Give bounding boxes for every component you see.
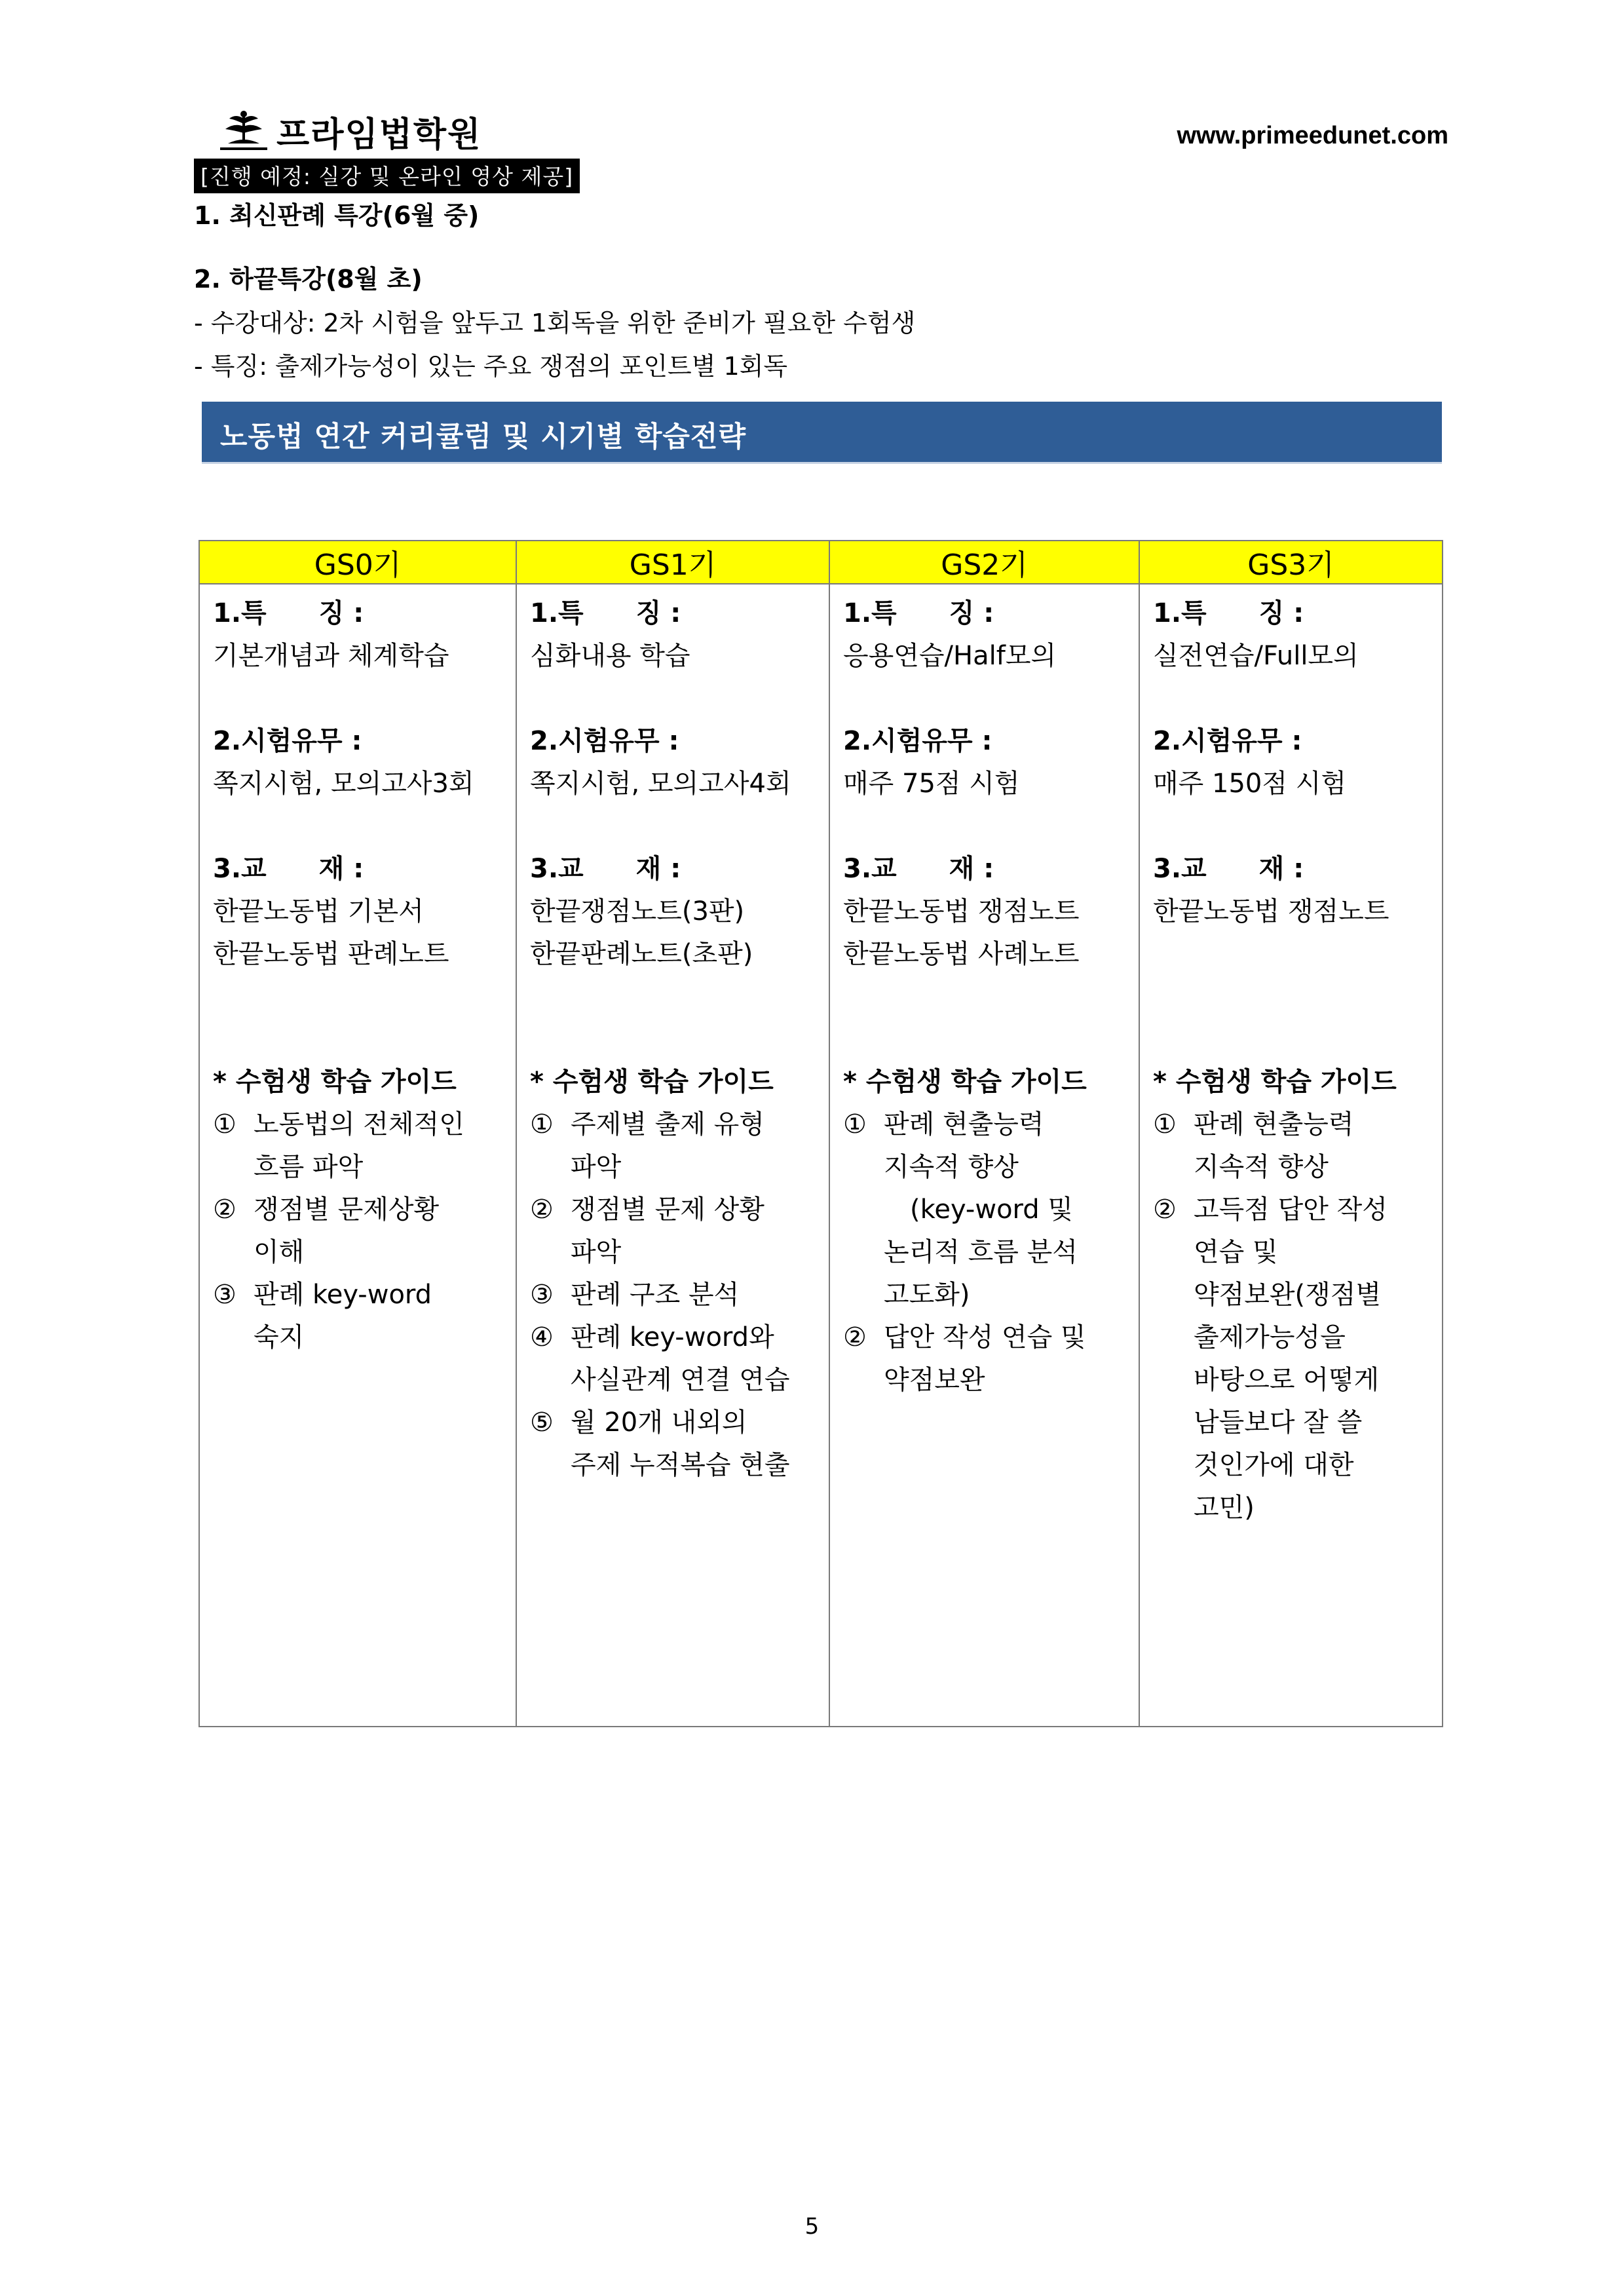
guide-item-number: ② — [843, 1322, 867, 1352]
guide-item-text: 쟁점별 문제상황 이해 — [254, 1195, 440, 1267]
guide-item-number: ⑤ — [530, 1407, 554, 1438]
feature-label: 1.특 징 : — [213, 598, 364, 628]
table-row — [199, 584, 1443, 1727]
website-url: www.primeedunet.com — [1177, 122, 1448, 149]
section-banner — [202, 402, 1442, 464]
guide-item-text: 판례 구조 분석 — [571, 1280, 740, 1310]
book-label: 3.교 재 : — [530, 854, 681, 884]
logo — [216, 108, 482, 154]
guide-item-text: 판례 현출능력 지속적 향상 — [1194, 1109, 1354, 1182]
guide-item — [843, 1316, 1132, 1402]
exam-label: 2.시험유무 : — [843, 726, 992, 756]
guide-title: * 수험생 학습 가이드 — [843, 1067, 1087, 1097]
guide-item — [213, 1189, 509, 1274]
feature-value: 응용연습/Half모의 — [843, 641, 1057, 671]
guide-item — [530, 1274, 822, 1316]
intro-item-2: 2. 하끝특강(8월 초) — [194, 265, 423, 294]
column-gs2 — [829, 584, 1139, 1727]
exam-value: 매주 75점 시험 — [843, 769, 1020, 799]
intro-bullet-feature: - 특징: 출제가능성이 있는 주요 쟁점의 포인트별 1회독 — [194, 352, 788, 381]
exam-label: 2.시험유무 : — [1153, 726, 1302, 756]
guide-title: * 수험생 학습 가이드 — [213, 1067, 457, 1097]
book-2: 한끝노동법 사례노트 — [843, 939, 1080, 969]
guide-item-number: ② — [1153, 1195, 1177, 1225]
feature-label: 1.특 징 : — [843, 598, 994, 628]
guide-item — [530, 1103, 822, 1189]
column-gs3 — [1139, 584, 1443, 1727]
intro-item-1: 1. 최신판례 특강(6월 중) — [194, 201, 480, 230]
book-1: 한끝노동법 기본서 — [213, 896, 424, 927]
guide-item-text: 답안 작성 연습 및 약점보완 — [884, 1322, 1086, 1395]
feature-label: 1.특 징 : — [1153, 598, 1304, 628]
feature-value: 기본개념과 체계학습 — [213, 641, 449, 671]
book-1: 한끝노동법 쟁점노트 — [843, 896, 1080, 927]
exam-value: 매주 150점 시험 — [1153, 769, 1346, 799]
logo-text: 프라임법학원 — [276, 114, 482, 155]
guide-item-text: 판례 현출능력 지속적 향상 (key-word 및 논리적 흐름 분석 고도화) — [884, 1109, 1078, 1310]
guide-item-number: ① — [1153, 1109, 1177, 1139]
guide-item — [213, 1274, 509, 1359]
guide-item-text: 주제별 출제 유형 파악 — [571, 1109, 765, 1182]
guide-item-text: 월 20개 내외의 주제 누적복습 현출 — [571, 1407, 790, 1480]
guide-item-text: 판례 key-word 숙지 — [254, 1280, 432, 1352]
feature-value: 실전연습/Full모의 — [1153, 641, 1359, 671]
book-1: 한끝노동법 쟁점노트 — [1153, 896, 1389, 927]
exam-label: 2.시험유무 : — [213, 726, 362, 756]
book-2 — [1153, 933, 1435, 976]
intro-bullet-target: - 수강대상: 2차 시험을 앞두고 1회독을 위한 준비가 필요한 수험생 — [194, 309, 916, 337]
table-header-row — [199, 541, 1443, 584]
guide-title: * 수험생 학습 가이드 — [1153, 1067, 1397, 1097]
guide-item-text: 노동법의 전체적인 흐름 파악 — [254, 1109, 464, 1182]
guide-item — [213, 1103, 509, 1189]
column-gs1 — [516, 584, 829, 1727]
guide-item — [530, 1316, 822, 1402]
guide-item-number: ① — [530, 1109, 554, 1139]
book-2: 한끝노동법 판례노트 — [213, 939, 449, 969]
guide-item-number: ③ — [213, 1280, 236, 1310]
book-2: 한끝판례노트(초판) — [530, 939, 753, 969]
guide-item-text: 쟁점별 문제 상황 파악 — [571, 1195, 765, 1267]
guide-item — [530, 1402, 822, 1487]
guide-item — [843, 1103, 1132, 1316]
guide-item-number: ① — [843, 1109, 867, 1139]
column-gs0 — [199, 584, 516, 1727]
book-label: 3.교 재 : — [213, 854, 364, 884]
header-gs3: GS3기 — [1139, 541, 1443, 584]
book-label: 3.교 재 : — [1153, 854, 1304, 884]
guide-item-number: ④ — [530, 1322, 554, 1352]
guide-item — [530, 1189, 822, 1274]
feature-label: 1.특 징 : — [530, 598, 681, 628]
guide-item-number: ② — [213, 1195, 236, 1225]
guide-item-number: ② — [530, 1195, 554, 1225]
curriculum-table — [198, 540, 1443, 1727]
feature-value: 심화내용 학습 — [530, 641, 690, 671]
guide-item-text: 고득점 답안 작성 연습 및 약점보완(쟁점별 출제가능성을 바탕으로 어떻게 남들보다 잘 쓸 것인가에 대한 고민) — [1194, 1195, 1388, 1523]
guide-item-number: ③ — [530, 1280, 554, 1310]
section-banner-title: 노동법 연간 커리큘럼 및 시기별 학습전략 — [220, 421, 746, 453]
exam-label: 2.시험유무 : — [530, 726, 679, 756]
page-number: 5 — [804, 2213, 820, 2240]
guide-item — [1153, 1103, 1435, 1189]
guide-title: * 수험생 학습 가이드 — [530, 1067, 774, 1097]
guide-item-number: ① — [213, 1109, 236, 1139]
schedule-notice: [진행 예정: 실강 및 온라인 영상 제공] — [194, 159, 580, 193]
guide-item — [1153, 1189, 1435, 1529]
header-gs1: GS1기 — [516, 541, 829, 584]
exam-value: 쪽지시험, 모의고사4회 — [530, 769, 791, 799]
exam-value: 쪽지시험, 모의고사3회 — [213, 769, 474, 799]
header-gs2: GS2기 — [829, 541, 1139, 584]
guide-item-text: 판례 key-word와 사실관계 연결 연습 — [571, 1322, 790, 1395]
book-label: 3.교 재 : — [843, 854, 994, 884]
logo-emblem-icon — [216, 109, 271, 153]
book-1: 한끝쟁점노트(3판) — [530, 896, 745, 927]
header-gs0: GS0기 — [199, 541, 516, 584]
